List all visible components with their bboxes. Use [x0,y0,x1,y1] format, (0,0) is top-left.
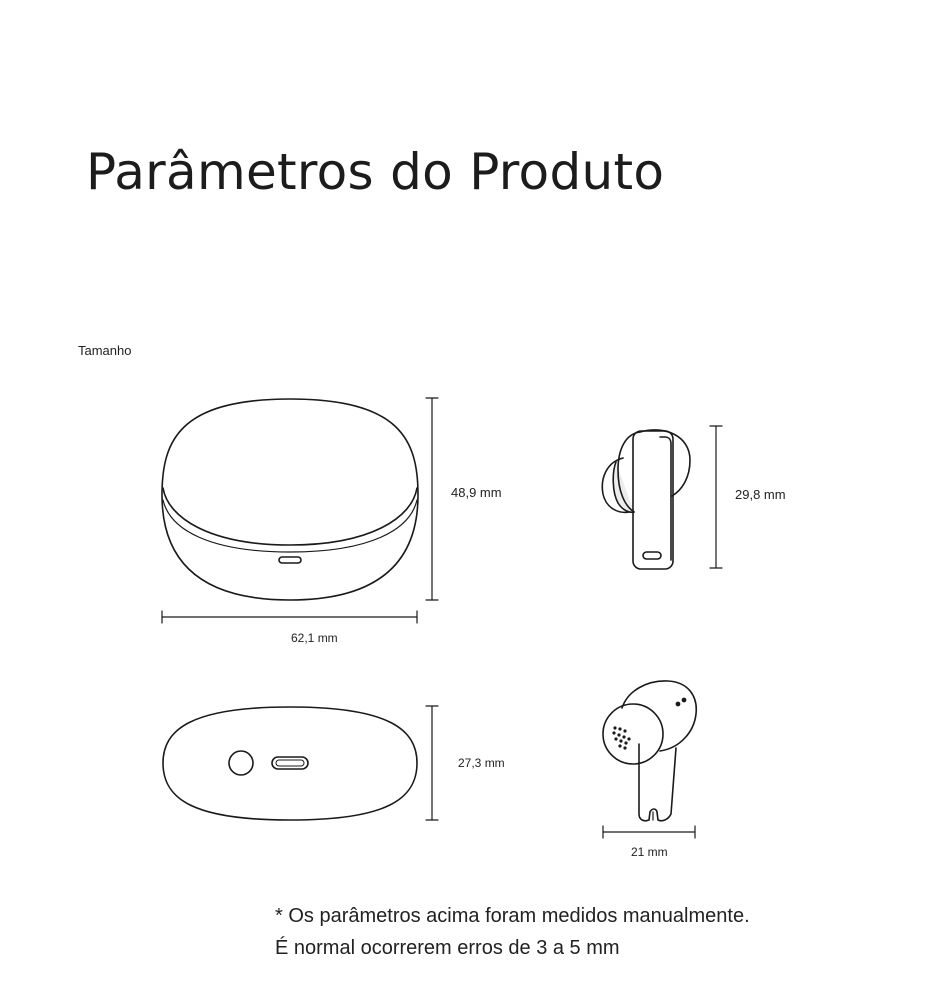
case-width-dimension-line [162,611,417,623]
case-bottom-illustration [163,707,417,820]
measurement-note-line-2: É normal ocorrerem erros de 3 a 5 mm [275,937,620,959]
case-thickness-label: 27,3 mm [458,756,505,770]
earbud-height-dimension-line [710,426,722,568]
case-thickness-dimension-line [426,706,438,820]
case-button-icon [229,751,253,775]
earbud-height-label: 29,8 mm [735,487,786,502]
earbud-width-label: 21 mm [631,845,668,859]
case-height-label: 48,9 mm [451,485,502,500]
section-label-size: Tamanho [78,343,132,358]
earbud-side-illustration [602,430,690,569]
usb-c-port-icon [272,757,308,769]
earbud-sensor [643,552,661,559]
page-title: Parâmetros do Produto [86,143,665,201]
measurement-note-line-1: * Os parâmetros acima foram medidos manualmente. [275,905,750,927]
case-height-dimension-line [426,398,438,600]
earbud-width-dimension-line [603,826,695,838]
case-led-indicator [279,557,301,563]
earbud-mesh-icon [612,726,630,749]
case-width-label: 62,1 mm [291,631,338,645]
earbud-front-illustration [603,681,696,821]
case-front-illustration [162,399,418,600]
